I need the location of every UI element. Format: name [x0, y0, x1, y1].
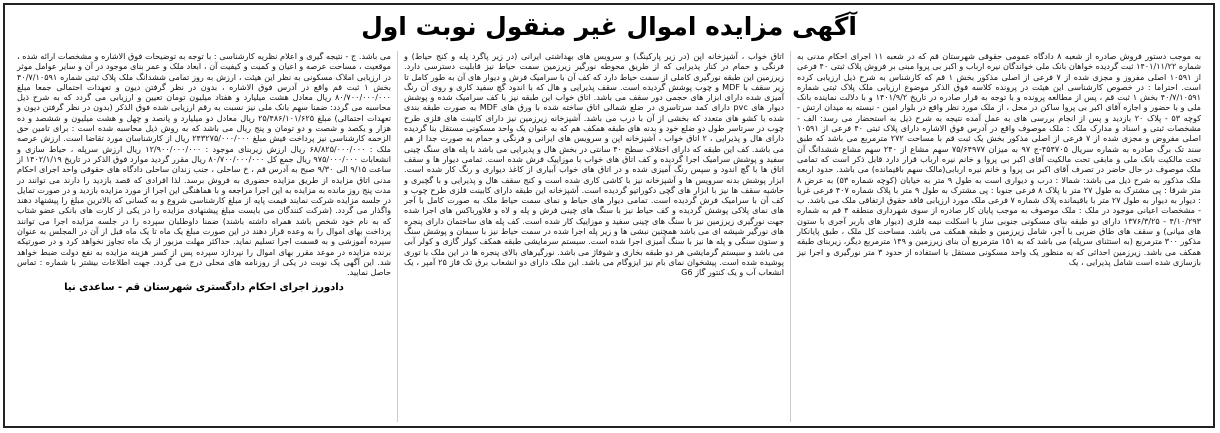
title-bar [5, 5, 1213, 47]
column-text: به موجب دستور فروش صادره از شعبه ۸ دادگاه عمومی حقوقی شهرستان قم که در شعبه ۱۱ اجرای احکام مدنی به شماره ۱۴۰۱/۱۱/۲۲ ثبت گردیده خواهان بانک ملی خواندگان نیره ارباب و اکبر بی پروا مبنی بر فروش پلاک ثبتی ۴۰ فرعی از ۱۰۵۹۱ اصلی مفروز و مجزی شده از ۷ فرعی از اصلی مذکور بخش ۱ قم که کارشناس به شرح ذیل ارزیابی کرده است. احتراما : در خصوص کارشناسی این هیئت در پرونده کلاسه فوق الذکر موضوع ارزیابی ملک پلاک ثبتی شماره ۴۰/۷/۱۰۵۹۱ بخش ۱ ثبت قم ، پس از مطالعه پرونده و با توجه به قرار صادره در تاریخ ۱۴۰۱/۹/۲ و با دلالت نماینده بانک ملی و با حضور و اجازه آقای اکبر بی پروا ساکن در محل ، از ملک مورد نظر واقع در بلوار امین - نبسته به میدان ارتش - کوچه ۵۳ - پلاک ۲۰ بازدید و پس از انجام بررسی های به عمل آمده نتیجه به شرح ذیل به استحضار می رسد: الف - مشخصات ثبتی و اسناد و مدارک ملک : ملک موصوف واقع در آدرس فوق الاشاره دارای پلاک ثبتی ۴۰ فرعی از ۱۰۵۹۱ اصلی مفروض و مجزی شده از ۷ فرعی از اصلی مذکور بخش یک ثبت قم با مساحت ۲۷۲ مترمربع می باشد که طبق سند تک برگ صادره به شماره سریال ۴۵۴۷۰۵-ج ۹۷ به میزان ۷۵/۶۴۹۷۷ سهم مشاع از ۲۴۰ سهم مشاع ششدانگ آن تحت مالکیت بانک ملی و مابقی تحت مالکیت آقای اکبر بی پروا و خانم نیره ارباب قرار دارد قابل ذکر است که تمامی ملک موصوف در حال حاضر در تصرف آقای اکبر بی پروا و خانم نیره اربابی(مالک سهم باقیمانده) می باشد. حدود اربعه ملک مذکور به شرح ذیل می باشد: شمالا : درب و دیواری است به طول ۹ متر به خیابان (کوچه شماره ۵۳) به عرض ۸ متر شرقا : پی مشترک به طول ۲۷ متر با پلاک ۸ فرعی جنوبا : پی مشترک به طول ۹ متر با پلاک شماره ۴۰۷ فرعی غربا : دیوار به دیوار به طول ۲۷ متر با باقیمانده پلاک شماره ۷ فرعی ملک مورد ارزیابی فاقد حقوق ارتفاقی ملک می باشد. ب - مشخصات اعیانی موجود در ملک : ملک موصوف به موجب پایان کار صادره از سوی شهرداری منطقه ۴ قم به شماره ۴/۱۰/۲۹۳ - ۱۳۷۶/۳/۲۵ دارای دو طبقه بنای مسکونی جنوبی ساز با اسکلت نیمه فلزی (دیوار های باربر آجری با ستون های میانی) و سقف های طاق ضربی با آجر، شامل زیرزمین و طبقه همکف می باشد. مساحت کل ملک ، طبق پایانکار مذکور ۳۰۰ مترمربع (به استثنای سرپله) می باشد که به ۱۵۱ مترمربع آن بنای زیرزمین و ۱۴۹ مترمربع دیگر، زیربنای طبقه همکف می باشد. زیرزمین احداثی که به منظور یک واحد مسکونی مستقل با استفاده از حدود ۳ متر نورگیری و اجرا نیز بازسازی شده است شامل پذیرایی ، یک [797, 51, 1202, 267]
text-column-left [11, 51, 397, 422]
column-text: می باشد. ج - نتیجه گیری و اعلام نظریه کارشناسی : با توجه به توضیحات فوق الاشاره و مشخصات ارائه شده ، موقعیت ، مساحت عرصه و اعیان و کمیت و کیفیت آن ، ابعاد ملک و عمر بنای موجود در آن و سایر عوامل موثر در ارزیابی املاک مسکونی به نظر این هیئت ، ارزش به روز تمامی ششدانگ ملک پلاک ثبتی شماره ۴۰/۷/۱۰۵۹۱ بخش ۱ ثبت قم واقع در آدرس فوق الاشاره ، بدون در نظر گرفتن دیون و تعهدات احتمالی جمعا مبلغ ۸۰/۷۰۰/۰۰۰/۰۰۰ ریال معادل هشت میلیارد و هفتاد میلیون تومان تعیین و ارزیابی می گردد که به شرح ذیل محاسبه می گردد: ضمنا سهم بانک ملی نیز نسبت به رقم ارزیابی شده فوق الذکر (بدون در نظر گرفتن دیون و تعهدات احتمالی) مبلغ ۲۵/۴۸۶/۱۰۱/۶۲۵ ریال معادل دو میلیارد و پانصد و چهل و هشت میلیون و ششصد و ده هزار و یکصد و شصت و دو تومان و پنج ریال می باشد که به روش ذیل محاسبه شده است : برای تامین حق الزحمه کارشناسی نیز پرداخت فیش مبلغ ۲۴۳۲۷۵/۰۰۰/۰۰۰ ریال از کارشناسان مورد تقاضا است. ارزش عرصه ملک : ۶۸/۸۲۵/۰۰۰/۰۰۰ ریال ارزش زیربنای موجود : ۱۲/۹۰۰/۰۰۰/۰۰۰ ریال ارزش سرپله ، حیاط سازی و انشعابات ۹۷۵/۰۰۰/۰۰۰ ریال جمع کل ۸۰/۷۰۰/۰۰۰/۰۰۰ ریال مقرر گردید موارد فوق الذکر در تاریخ ۱۴۰۲/۱/۱۹ از ساعت ۹/۱۵ الی ۹/۳۰ صبح به آدرس قم ، خ ساحلی ، جنب زندان ساحلی دادگاه های حقوقی واحد اجرای احکام مدنی اتاق مزایده از طریق مزایده حضوری به فروش برسد. لذا افرادی که قصد بازدید را دارند می توانند در مدت پنج روز مانده به مزایده به این اجرا مراجعه و با هماهنگی این اجرا از مورد مزایده بازدید و در صورت تمایل در جلسه مزایده شرکت نمایند قیمت پایه از مبلغ کارشناسی شروع و به کسانی که بالاترین مبلغ را پیشنهاد دهند واگذار می گردد. (شرکت کنندگان می بایست مبلغ پیشنهادی مزایده را در یکی از کارت های بانکی عضو شتاب که به نام خود شخص باشد همراه داشته باشند) ضمنا داوطلبان سپرده را در جلسه مزایده اجرا می توانند پرداخت بهای اموال را به وعده قرار دهند در این صورت مبلغ یک ماه تا یک ماه قبل از آن در المجلس به عنوان سپرده آموزشی و به قسمت اجرا تسلیم نماید. حداکثر مهلت مزبور از یک ماه تجاوز نخواهد کرد و در صورتیکه برنده مزایده در موعد مقرر بهای اموال را نپردازد سپرده پس از کسر هزینه مزایده به نفع دولت ضبط خواهد شد. این آگهی یک نوبت در یکی از روزنامه های محلی درج می گردد. جهت اطلاعات بیشتر با شماره : تماس حاصل نمایید. [17, 51, 392, 278]
notice-title: آگهی مزایده اموال غیر منقول نوبت اول [361, 11, 857, 41]
notice-body [11, 51, 1207, 422]
column-text: اتاق خواب ، آشپزخانه اپن (در زیر پارکینگ) و سرویس های بهداشتی ایرانی (در زیر پاگرد پله و کنج حیاط) و فرنگی و حمام در کنار پذیرایی که از طریق محوطه نورگیر زیرزمین سمت حیاط نیز قابلیت دسترسی دارد. زیرزمین این طبقه نورگیری کاملی از سمت حیاط دارد که کف آن با سرامیک فرش و دیوار های آن به طور کامل تا زیر سقف با MDF و چوب پوشش گردیده است. سقف پذیرایی و هال که با اندود گچ سفید کاری و روی آن رنگ آمیزی شده دارای ابزار های حجمی دور سقف می باشد. اتاق خواب این طبقه نیز با کف سرامیک شده و پوشش دیوار های pvc دارای کمد سرتاسری در ضلع شمالی اتاق ساخته شده با ورق های MDF به صورت طبقه بندی شده با کشو های متعدد که بخشی از آن با درب می باشد. آشپزخانه زیرزمین نیز دارای کابینت های فلزی طرح چوب در سرتاسر طول دو ضلع خود و بدنه های طبقه همکف هم که به عنوان یک واحد مسکونی مستقل بنا گردیده دارای هال و پذیرایی ، ۲ اتاق خواب ، آشپزخانه اپن و سرویس های ایرانی و فرنگی و حمام به صورت جدا از هم می باشد. کف این طبقه که دارای اختلاف سطح ۴۰ سانتی در بخش هال و پذیرایی می باشد با پله های سنگ چینی سفید و پوشش سرامیک اجرا گردیده و کف اتاق های خواب با موزاییک فرش شده است. تمامی دیوار ها و سقف اتاق ها با گچ اندود و سپس رنگ آمیزی شده و در اتاق های خواب آبیاری از کاغذ دیواری و رنگ کار شده است. ابزار پوشش بدنه سرویس ها و آشپزخانه نیز با کاشی کاری شده است و کنج سقف هال و پذیرایی و با گچبری و حاشیه سقف ها نیز با ابزار های گچی دکوراتیو گردیده است. آشپزخانه این طبقه دارای کابینت فلزی طرح چوب و کف آن با سرامیک فرش گردیده است. تمامی دیوار های حیاط و نمای سمت حیاط ملک به صورت کامل با آجر های نمای پلاکی پوشش گردیده و کف حیاط نیز با سنگ های چینی فرش و پله و لاه و فلاورباکس های اجرا شده جهت نورگیری زیرزمین نیز با سنگ های چینی سفید و موزاییک کار شده است. کف پله های ساختمان دارای پنجره های نورگیر شیشه ای می باشد همچنین نبشی ها و زیر پله اجرا شده در سمت حیاط نیز با سیمان و پوشش سنگ و ستون سنگی و پله ها نیز با سنگ آمیزی اجرا شده است. سیستم سرمایشی طبقه همکف کولر گازی و کولر آبی می باشد و سیستم گرمایشی هر دو طبقه بخاری و شوفاژ می باشد. نورگیرهای بالای پنجره ها در این ملک با توری پوشیده شده است. پیشخوان نمای بام نیز ایزوگام می باشد. این ملک دارای دو انشعاب برق تک فاز ۲۵ آمپر ، یک انشعاب آب و یک کنتور گاز G6 [404, 51, 784, 278]
auction-notice [3, 3, 1215, 428]
text-column-right [791, 51, 1207, 422]
signature-line: دادورز اجرای احکام دادگستری شهرستان قم - ساعدی نیا [64, 281, 344, 293]
text-column-middle [397, 51, 791, 422]
